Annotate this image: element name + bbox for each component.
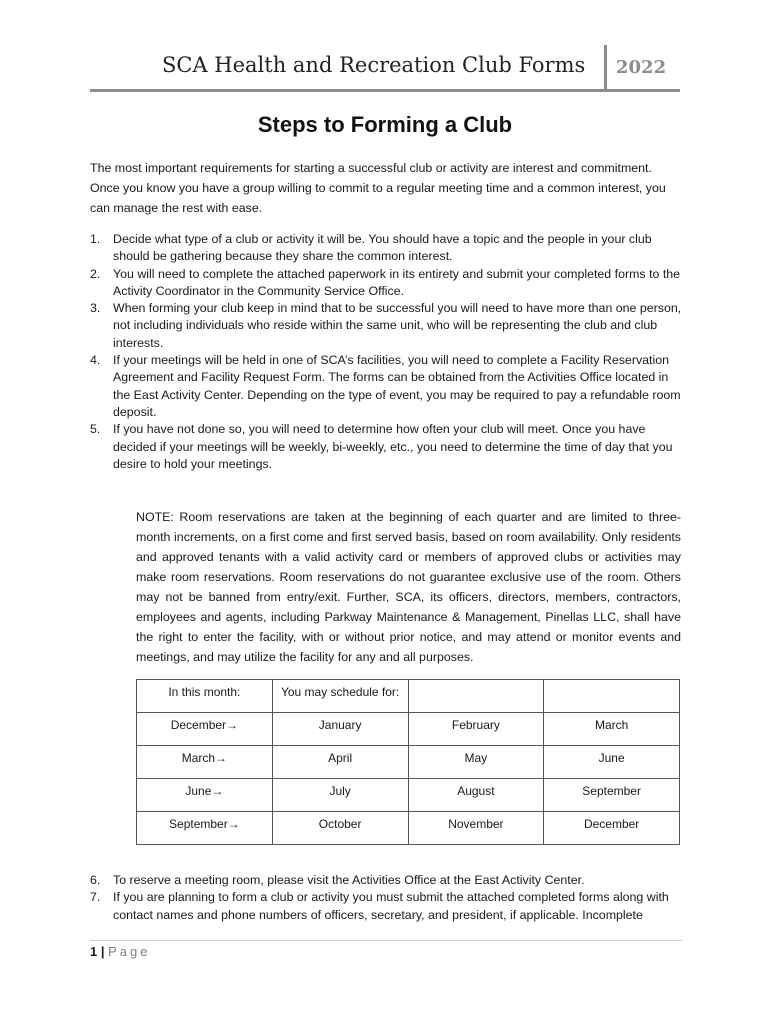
table-cell: March <box>544 713 680 746</box>
page-number: 1 <box>90 944 98 959</box>
table-cell: February <box>408 713 544 746</box>
table-cell: August <box>408 779 544 812</box>
list-item-number: 4. <box>90 353 101 368</box>
list-item-number: 1. <box>90 232 101 246</box>
list-item-text: When forming your club keep in mind that to be successful you will need to have more than one person, not including individuals who reside within the same unit, who will be representing the club and club interests. <box>113 301 682 350</box>
intro-paragraph: The most important requirements for starting a successful club or activity are interest and commitment. Once you know you have a group willing to commit to a regular meeting time and a common interest, you can manage the rest with ease. <box>90 161 666 215</box>
footer-separator: | <box>100 944 105 959</box>
list-item <box>90 872 682 889</box>
list-item-text: If you are planning to form a club or activity you must submit the attached completed forms along with contact names and phone numbers of officers, secretary, and president, if applicable. Incomplete <box>113 890 669 922</box>
table-cell: November <box>408 812 544 845</box>
schedule-table <box>136 679 680 845</box>
reservation-note: NOTE: Room reservations are taken at the beginning of each quarter and are limited to three-month increments, on a first come and first served basis, based on room availability. Only residents and approved tenants with a valid activity card or members of approved clubs or activities may make room reservations. Room reservations do not guarantee exclusive use of the room. Others may not be banned from entry/exit. Further, SCA, its officers, directors, members, contractors, employees and agents, including Parkway Maintenance & Management, Pinellas LLC, shall have the right to enter the facility, with or without prior notice, and may attend or monitor events and meetings, and may utilize the facility for any and all purposes. <box>136 510 681 664</box>
list-item-number: 6. <box>90 873 101 887</box>
table-row <box>137 713 680 746</box>
list-item-text: Decide what type of a club or activity it will be. You should have a topic and the people in your club should be gathering because they share the common interest. <box>113 232 652 264</box>
list-item <box>90 352 682 421</box>
list-item-number: 3. <box>90 301 101 316</box>
page-header <box>90 45 680 92</box>
list-item-text: If you have not done so, you will need to determine how often your club will meet. Once you have decided if your meetings will be weekly, bi-weekly, etc., you need to determine the time of day that you desire to hold your meetings. <box>113 422 673 471</box>
header-title: SCA Health and Recreation Club Forms <box>162 53 586 77</box>
list-item-number: 2. <box>90 266 101 281</box>
table-cell: September <box>544 779 680 812</box>
footer-divider <box>90 940 682 941</box>
list-item <box>90 266 682 301</box>
table-header-cell: You may schedule for: <box>272 680 408 713</box>
table-cell: May <box>408 746 544 779</box>
header-divider <box>604 45 607 89</box>
table-cell: April <box>272 746 408 779</box>
list-item <box>90 300 682 352</box>
table-cell: December→ <box>137 713 273 746</box>
list-item-number: 7. <box>90 890 101 905</box>
table-header-cell <box>544 680 680 713</box>
list-item-text: If your meetings will be held in one of SCA’s facilities, you will need to complete a Facility Reservation Agreement and Facility Request Form. The forms can be obtained from the Activities Office located in the East Activity Center. Depending on the type of event, you may be required to pay a refundable room deposit. <box>113 353 681 419</box>
table-cell: October <box>272 812 408 845</box>
page-footer <box>90 944 151 959</box>
list-item-number: 5. <box>90 422 101 437</box>
table-cell: September→ <box>137 812 273 845</box>
table-cell: January <box>272 713 408 746</box>
table-header-row <box>137 680 680 713</box>
header-year: 2022 <box>616 57 667 78</box>
table-header-cell: In this month: <box>137 680 273 713</box>
page-label: Page <box>108 944 151 959</box>
list-item <box>90 889 682 924</box>
page-title: Steps to Forming a Club <box>257 112 513 137</box>
steps-list <box>90 231 682 473</box>
table-row <box>137 779 680 812</box>
table-row <box>137 812 680 845</box>
steps-list-continued <box>90 872 682 924</box>
table-cell: June→ <box>137 779 273 812</box>
list-item <box>90 421 682 473</box>
list-item-text: To reserve a meeting room, please visit the Activities Office at the East Activity Center. <box>113 873 585 887</box>
list-item <box>90 231 682 266</box>
table-cell: March→ <box>137 746 273 779</box>
table-row <box>137 746 680 779</box>
table-header-cell <box>408 680 544 713</box>
table-cell: June <box>544 746 680 779</box>
table-cell: July <box>272 779 408 812</box>
list-item-text: You will need to complete the attached paperwork in its entirety and submit your completed forms to the Activity Coordinator in the Community Service Office. <box>113 266 681 298</box>
table-cell: December <box>544 812 680 845</box>
